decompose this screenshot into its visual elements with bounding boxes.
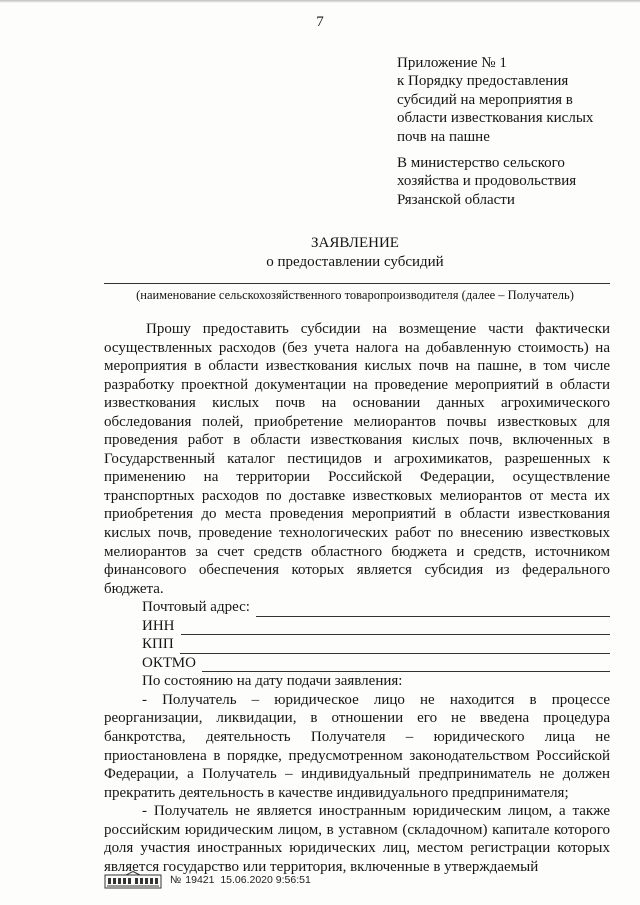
scan-edge: [0, 0, 640, 3]
applicant-name-line: [104, 283, 610, 284]
addressee-line: хозяйства и продовольствия: [397, 173, 577, 190]
oktmo-field: [104, 654, 610, 673]
postal-address-label: Почтовый адрес:: [142, 599, 250, 616]
kpp-blank: [180, 641, 610, 654]
number-sign-icon: №: [170, 874, 182, 886]
applicant-name-caption: (наименование сельскохозяйственного товаропроизводителя (далее – Получатель): [136, 288, 574, 302]
inn-field: [104, 617, 610, 636]
doc-number: 19421: [185, 874, 215, 886]
registry-stamp-icon: [104, 871, 162, 889]
appendix-title: Приложение № 1: [397, 55, 507, 71]
condition-bullet: - Получатель не является иностранным юридическим лицом, а также российским юридическим лицом, в уставном (складочном) капитале которого доля участия иностранных юридических лиц, местом регистрации которых является государство или территория, включенные в утверждаемый: [104, 803, 610, 875]
appendix-line: субсидий на мероприятия в: [397, 91, 573, 108]
status-intro: По состоянию на дату подачи заявления:: [142, 673, 403, 690]
postal-address-field: [104, 598, 610, 617]
postal-address-blank: [256, 604, 610, 617]
title-subtitle: о предоставлении субсидий: [266, 254, 444, 270]
document-body: [104, 320, 610, 876]
footer-stamp: [104, 871, 311, 889]
addressee-line: Рязанской области: [397, 191, 515, 208]
addressee-line: В министерство сельского: [397, 155, 565, 172]
oktmo-label: ОКТМО: [142, 654, 196, 671]
doc-timestamp: 15.06.2020 9:56:51: [220, 874, 311, 886]
condition-bullet: - Получатель – юридическое лицо не находится в процессе реорганизации, ликвидации, в отношении его не введена процедура банкротства, деятельность Получателя – юридического лица не приостановлена в порядке, предусмотренном законодательством Российской Федерации, а Получатель – индивидуальный предприниматель не должен прекратить деятельность в качестве индивидуального предпринимателя;: [104, 691, 610, 801]
request-paragraph: Прошу предоставить субсидии на возмещение части фактически осуществленных расходов (без учета налога на добавленную стоимость) на мероприятия в области известкования кислых почв на пашне, в том числе разработку проектной документации на проведение мероприятий в области известкования кислых почв на основании данных агрохимического обследования полей, приобретение мелиорантов почвы известковых для проведения работ в области известкования кислых почв, включенных в Государственный каталог пестицидов и агрохимикатов, разрешенных к применению на территории Российской Федерации, осуществление транспортных расходов по доставке известковых мелиорантов от места их приобретения до места проведения мероприятий в области известкования кислых почв, проведение технологических работ по внесению известковых мелиорантов за счет средств областного бюджета и средств, источником финансового обеспечения которых является субсидия из федерального бюджета.: [104, 321, 610, 597]
appendix-line: к Порядку предоставления: [397, 73, 569, 90]
inn-label: ИНН: [142, 617, 175, 634]
appendix-line: области известкования кислых: [397, 110, 594, 127]
kpp-label: КПП: [142, 636, 174, 653]
oktmo-blank: [202, 659, 610, 672]
page-number: 7: [316, 14, 324, 30]
kpp-field: [104, 635, 610, 654]
inn-blank: [181, 622, 611, 635]
appendix-line: почв на пашне: [397, 128, 490, 145]
title-heading: ЗАЯВЛЕНИЕ: [311, 235, 399, 251]
appendix-block: [397, 54, 622, 209]
document-title: [0, 234, 640, 272]
